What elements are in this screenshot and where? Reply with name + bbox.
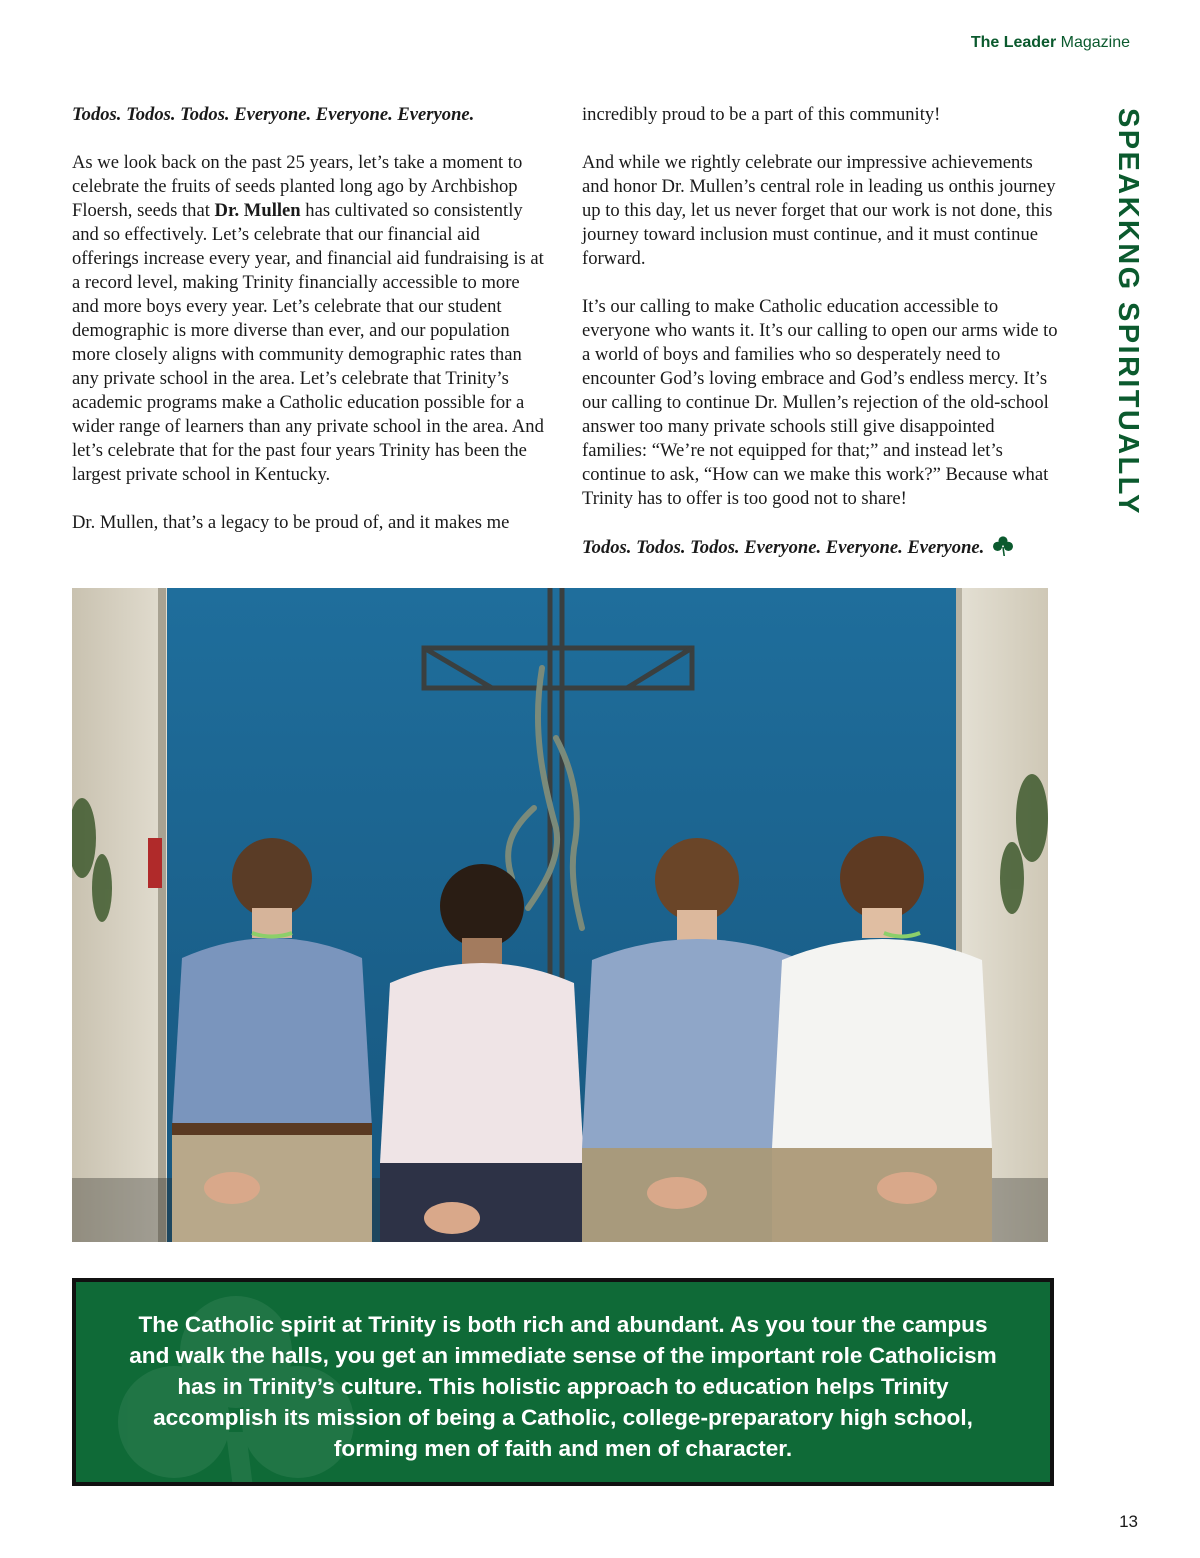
magazine-masthead — [971, 34, 1130, 52]
paragraph-text: has cultivated so consistently and so effectively. Let’s celebrate that our financial aid offerings increase every year, and financial aid fundraising is at a record level, making Trinity financially accessible to more and more boys every year. Let’s celebrate that our student demographic is more diverse than ever, and our population more closely aligns with community demographic rates than any private school in the area. Let’s celebrate that Trinity’s academic programs make a Catholic education possible for a wider range of learners than any private school in the area. And let’s celebrate that for the past four years Trinity has been the largest private school in Kentucky. — [72, 200, 544, 485]
bold-name: Dr. Mullen — [214, 200, 301, 221]
paragraph: And while we rightly celebrate our impressive achievements and honor Dr. Mullen’s central role in leading us onthis journey up to this day, let us never forget that our work is not done, this journey toward inclusion must continue, and it must continue forward. — [582, 152, 1056, 269]
right-column — [582, 103, 1060, 560]
paragraph: incredibly proud to be a part of this community! — [582, 104, 941, 125]
photo-students-crucifix — [72, 588, 1048, 1242]
motto-text: Todos. Todos. Todos. Everyone. Everyone. Everyone. — [582, 537, 985, 558]
left-column — [72, 103, 550, 535]
paragraph: It’s our calling to make Catholic education accessible to everyone who wants it. It’s our calling to open our arms wide to a world of boys and families who so desperately need to encounter God’s loving embrace and God’s endless mercy. It’s our calling to continue Dr. Mullen’s rejection of the old-school answer too many private schools still give disappointed families: “We’re not equipped for that;” and instead let’s continue to ask, “How can we make this work?” Because what Trinity has to offer is too good not to share! — [582, 296, 1058, 509]
photo-illustration — [72, 588, 1048, 1242]
motto-line: Todos. Todos. Todos. Everyone. Everyone. Everyone. — [72, 104, 475, 125]
shamrock-icon — [992, 535, 1014, 557]
section-title-text: SPEAKKNG SPIRITUALLY — [1112, 108, 1144, 516]
masthead-suffix: Magazine — [1060, 34, 1130, 51]
motto-line-closing — [582, 535, 1060, 560]
callout-text: The Catholic spirit at Trinity is both rich and abundant. As you tour the campus and walk the halls, you get an immediate sense of the important role Catholicism has in Trinity’s culture. This holistic approach to education helps Trinity accomplish its mission of being a Catholic, college-preparatory high school, forming men of faith and men of character. — [129, 1312, 997, 1461]
page-number: 13 — [1119, 1512, 1138, 1531]
masthead-brand: The Leader — [970, 34, 1057, 51]
callout-box — [72, 1278, 1054, 1486]
section-title — [1100, 108, 1144, 516]
paragraph-text: As we look back on the past 25 years, let’s take a moment to celebrate the fruits of seeds planted long ago by Archbishop Floersh, seeds that — [72, 152, 523, 221]
paragraph — [72, 151, 550, 487]
paragraph: Dr. Mullen, that’s a legacy to be proud of, and it makes me — [72, 512, 510, 533]
